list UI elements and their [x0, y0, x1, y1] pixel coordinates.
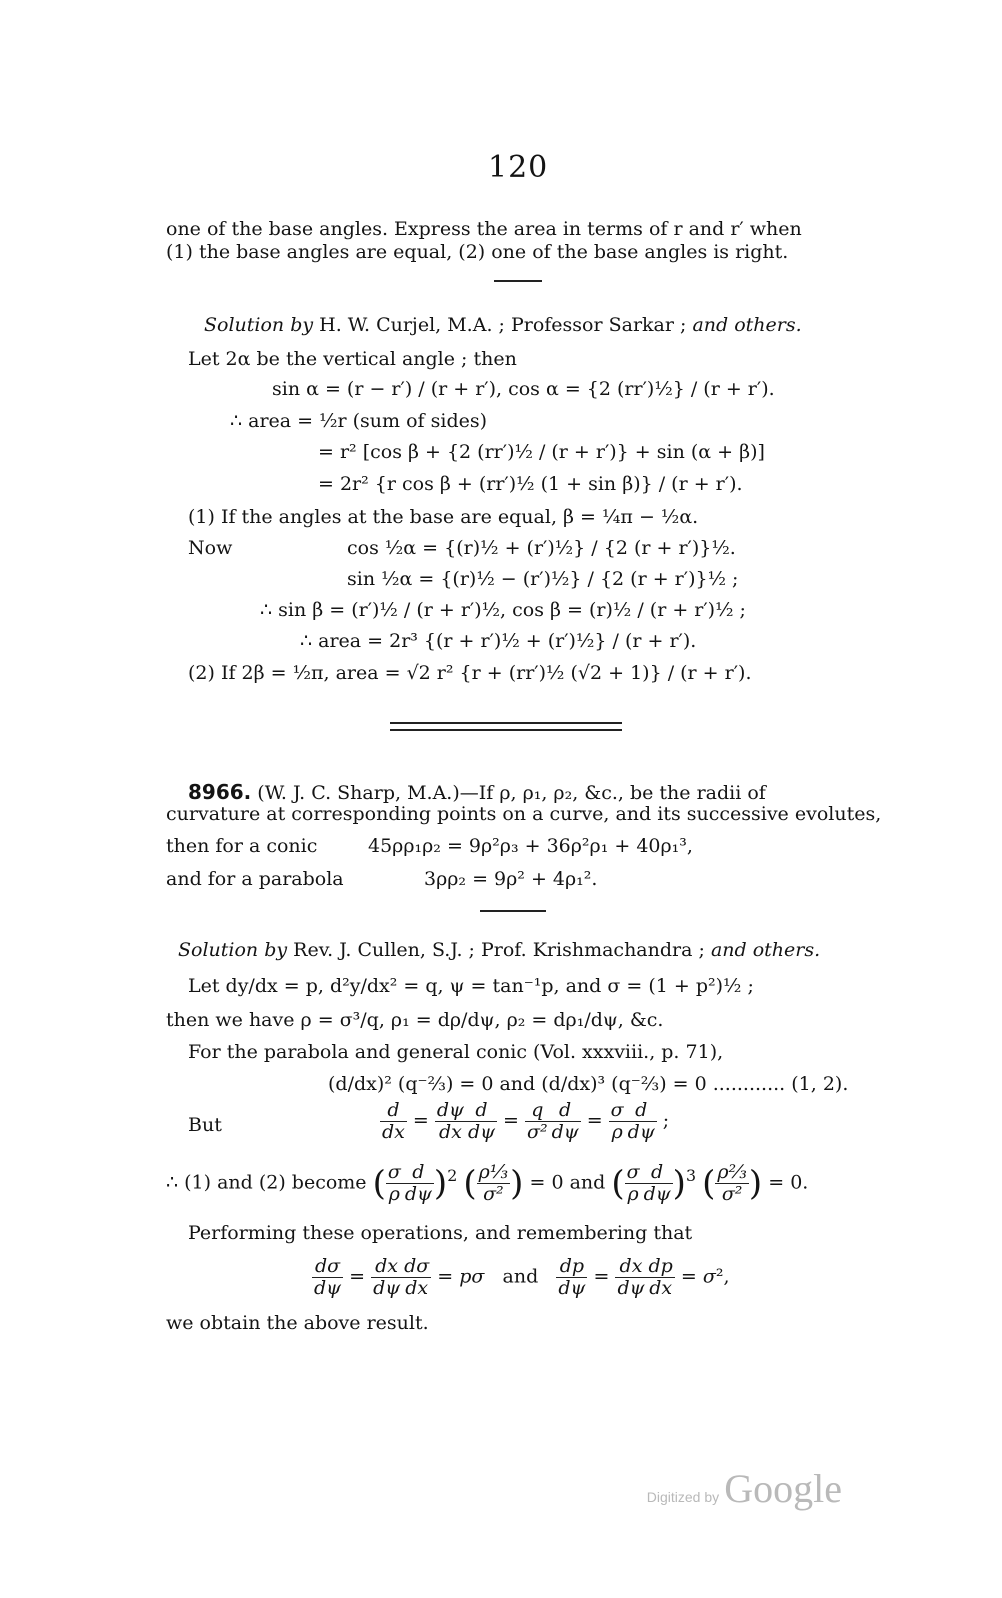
watermark-small-text: Digitized by: [646, 1489, 720, 1505]
short-rule-1: [494, 280, 542, 282]
solution-1-by: Solution by: [204, 314, 314, 336]
sol1-line-11: (2) If 2β = ½π, area = √2 r² {r + (rr′)½ (√2 + 1)} / (r + r′).: [188, 662, 752, 684]
sol2-derivative-equation: $\frac{d\sigma}{d\psi}$ = $\frac{dx}{d\psi}$ $\frac{d\sigma}{dx}$ = pσ and $\frac{dp}{d\psi}$ = $\frac{dx}{d\psi}$ $\frac{dp}{dx}$ = σ²,: [314, 1255, 730, 1299]
sol2-line-2: then we have ρ = σ³/q, ρ₁ = dρ/dψ, ρ₂ = dρ₁/dψ, &c.: [166, 1009, 664, 1031]
sol1-line-4: = r² [cos β + {2 (rr′)½ / (r + r′)} + sin (α + β)]: [318, 441, 765, 463]
solution-1-others: and others.: [692, 314, 802, 336]
sol2-become-end: = 0.: [768, 1171, 809, 1194]
short-rule-2: [480, 910, 546, 912]
sol2-become-label: ∴ (1) and (2) become: [166, 1171, 367, 1194]
sol2-become-and: = 0 and: [529, 1171, 606, 1194]
page-number: 120: [488, 150, 549, 185]
sol1-line-6: (1) If the angles at the base are equal, β = ¼π − ½α.: [188, 506, 699, 528]
sol2-line-1: Let dy/dx = p, d²y/dx² = q, ψ = tan⁻¹p, and σ = (1 + p²)½ ;: [188, 975, 754, 997]
sol1-line-8: sin ½α = {(r)½ − (r′)½} / {2 (r + r′)}½ ;: [347, 568, 739, 590]
double-rule-bottom: [390, 729, 622, 731]
question-8966-conic-formula: 45ρρ₁ρ₂ = 9ρ²ρ₃ + 36ρ²ρ₁ + 40ρ₁³,: [368, 835, 693, 857]
solution-1-heading: [204, 314, 802, 336]
question-8966-parabola-formula: 3ρρ₂ = 9ρ² + 4ρ₁².: [424, 868, 598, 890]
watermark-google-logo: Google: [724, 1466, 842, 1511]
sol2-line-3: For the parabola and general conic (Vol. xxxviii., p. 71),: [188, 1041, 724, 1063]
sol1-line-5: = 2r² {r cos β + (rr′)½ (1 + sin β)} / (r + r′).: [318, 473, 743, 495]
sol2-and-word: and: [502, 1265, 539, 1288]
solution-2-heading: [178, 939, 820, 961]
question-8966-line-3-label: then for a conic: [166, 835, 318, 857]
solution-2-others: and others.: [710, 939, 821, 961]
sol1-line-2: sin α = (r − r′) / (r + r′), cos α = {2 (rr′)½} / (r + r′).: [272, 378, 775, 400]
sol1-line-10: ∴ area = 2r³ {(r + r′)½ + (r′)½} / (r + r′).: [300, 630, 697, 652]
solution-1-authors: H. W. Curjel, M.A. ; Professor Sarkar ;: [319, 314, 687, 336]
intro-line-1: one of the base angles. Express the area in terms of r and r′ when: [166, 218, 802, 240]
solution-2-authors: Rev. J. Cullen, S.J. ; Prof. Krishmachandra ;: [293, 939, 705, 961]
intro-line-2: (1) the base angles are equal, (2) one of the base angles is right.: [166, 241, 789, 263]
sol2-become-line: ∴ (1) and (2) become ( $\frac{\sigma}{\rho}$ $\frac{d}{d\psi}$ )$^2$ ( $\frac{\text{ρ⅓}}{\text{σ²}}$ ) = 0 and ( $\frac{\sigma}{\rho}$ $\frac{d}{d\psi}$ )$^3$ ( $\frac{\text{ρ⅔}}{\text{σ²}}$ ) = 0.: [166, 1161, 809, 1205]
question-8966-line-4-label: and for a parabola: [166, 868, 344, 890]
sol1-line-3: ∴ area = ½r (sum of sides): [230, 410, 488, 432]
question-number: 8966.: [188, 780, 252, 804]
question-8966-line-2: curvature at corresponding points on a curve, and its successive evolutes,: [166, 803, 882, 825]
sol2-line-7: Performing these operations, and remembering that: [188, 1222, 693, 1244]
sol1-line-9: ∴ sin β = (r′)½ / (r + r′)½, cos β = (r)½ / (r + r′)½ ;: [260, 599, 746, 621]
sol2-conclusion: we obtain the above result.: [166, 1312, 429, 1334]
sol2-operator-equation: $\frac{d}{dx}$ = $\frac{d\psi}{dx}$ $\frac{d}{d\psi}$ = $\frac{q}{\text{σ²}}$ $\frac{d}{d\psi}$ = $\frac{\sigma}{\rho}$ $\frac{d}{d\psi}$ ;: [382, 1099, 670, 1143]
sol2-but-label: But: [188, 1114, 222, 1136]
sol1-line-7-label: Now: [188, 537, 233, 559]
sol1-line-1: Let 2α be the vertical angle ; then: [188, 348, 517, 370]
solution-2-by: Solution by: [178, 939, 288, 961]
sol2-line-4: (d/dx)² (q⁻⅔) = 0 and (d/dx)³ (q⁻⅔) = 0 ............ (1, 2).: [328, 1073, 849, 1095]
double-rule-top: [390, 722, 622, 724]
sol1-line-7: cos ½α = {(r)½ + (r′)½} / {2 (r + r′)}½.: [347, 537, 736, 559]
question-8966-line-1: [188, 780, 766, 804]
question-text-1: (W. J. C. Sharp, M.A.)—If ρ, ρ₁, ρ₂, &c., be the radii of: [251, 782, 766, 804]
digitized-by-google-watermark: [647, 1465, 842, 1512]
